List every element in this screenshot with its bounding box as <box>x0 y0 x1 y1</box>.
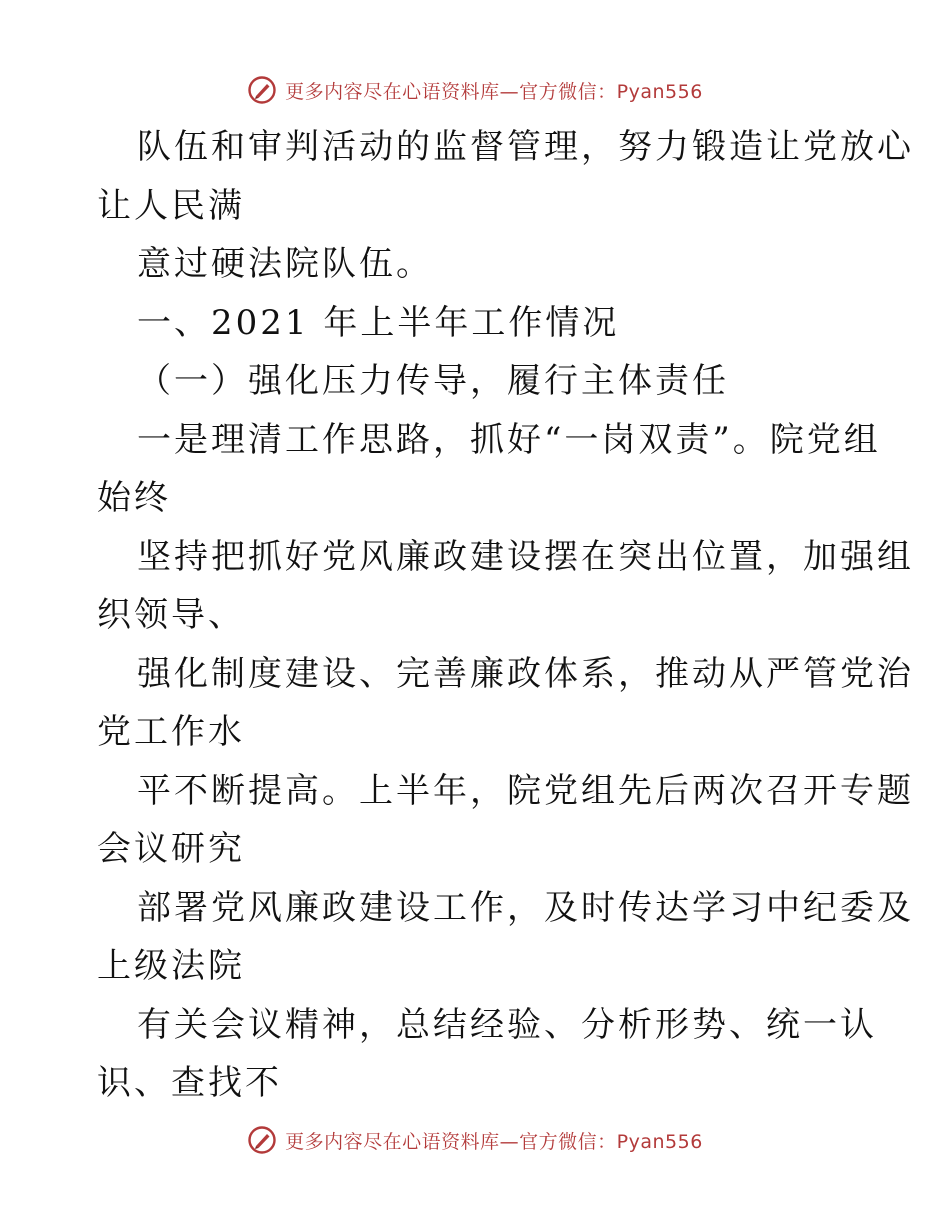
watermark-text: 更多内容尽在心语资料库—官方微信：Pyan556 <box>285 1130 703 1153</box>
text-line: 让人民满 <box>97 185 245 226</box>
text-line: 强化制度建设、完善廉政体系，推动从严管党治 <box>137 653 914 694</box>
text-line: 始终 <box>97 478 171 518</box>
document-body <box>97 118 914 1113</box>
text-line: 织领导、 <box>97 595 245 635</box>
text-line: 坚持把抓好党风廉政建设摆在突出位置，加强组 <box>137 536 914 577</box>
pen-logo-icon <box>247 75 277 105</box>
subsection-heading: （一）强化压力传导，履行主体责任 <box>137 361 729 401</box>
text-line: 上级法院 <box>97 946 245 986</box>
section-heading: 一、2021 年上半年工作情况 <box>137 302 620 343</box>
text-line: 意过硬法院队伍。 <box>137 244 433 284</box>
watermark-footer <box>0 1120 950 1160</box>
pen-logo-icon <box>247 1125 277 1155</box>
text-line: 会议研究 <box>97 829 245 869</box>
text-line: 有关会议精神，总结经验、分析形势、统一认 <box>137 1004 877 1045</box>
text-line: 识、查找不 <box>97 1063 282 1103</box>
text-line: 一是理清工作思路，抓好“一岗双责”。院党组 <box>137 419 881 460</box>
watermark-text: 更多内容尽在心语资料库—官方微信：Pyan556 <box>285 80 703 103</box>
watermark-header <box>0 70 950 110</box>
text-line: 平不断提高。上半年，院党组先后两次召开专题 <box>137 770 914 811</box>
text-line: 党工作水 <box>97 712 245 752</box>
text-line: 队伍和审判活动的监督管理，努力锻造让党放心 <box>137 127 914 167</box>
text-line: 部署党风廉政建设工作，及时传达学习中纪委及 <box>137 887 914 928</box>
